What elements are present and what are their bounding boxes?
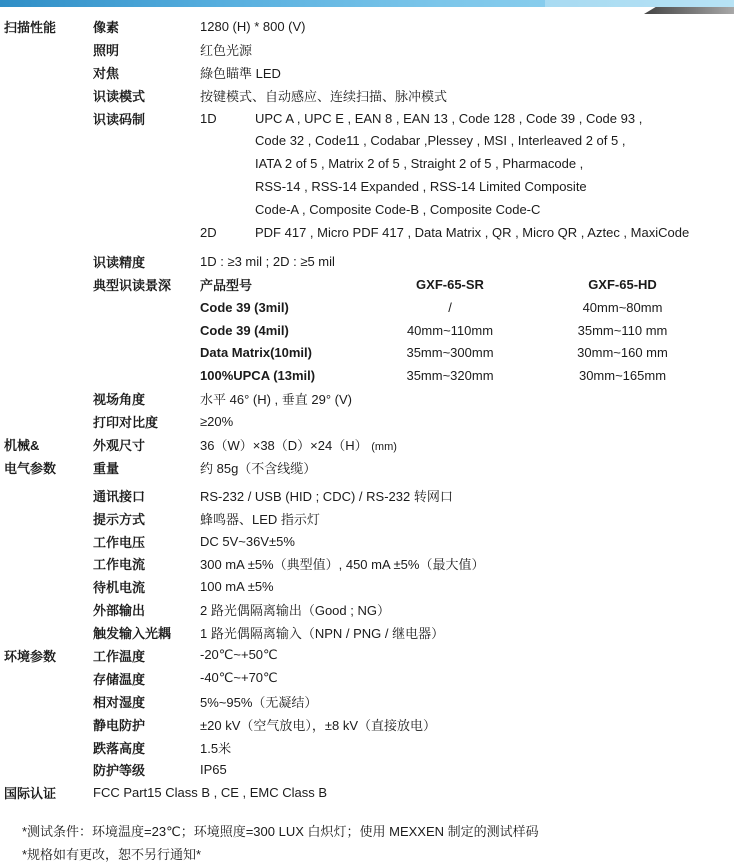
row-label: 静电防护 <box>93 717 146 733</box>
table-row <box>4 759 734 782</box>
row-value: -20℃~+50℃ <box>200 647 278 663</box>
row-value: 水平 46° (H) , 垂直 29° (V) <box>200 392 352 408</box>
dof-cell: GXF-65-SR <box>416 276 484 292</box>
row-value: Code 32 , Code11 , Codabar ,Plessey , MSI , Interleaved 2 of 5 , <box>255 133 626 149</box>
row-value: ±20 kV（空气放电），±8 kV（直接放电） <box>200 717 437 733</box>
dof-cell: 35mm~110 mm <box>577 322 668 338</box>
row-value: 2 路光偶隔离输出（Good ; NG） <box>200 603 390 619</box>
table-row <box>4 690 734 713</box>
table-row <box>4 198 734 221</box>
footnotes <box>0 804 734 866</box>
row-value: 1 路光偶隔离输入（NPN / PNG / 继电器） <box>200 626 445 642</box>
section-label: 扫描性能 <box>4 19 57 35</box>
row-value: DC 5V~36V±5% <box>200 533 295 549</box>
row-value: 300 mA ±5%（典型值）, 450 mA ±5%（最大值） <box>200 557 485 573</box>
row-value: IATA 2 of 5 , Matrix 2 of 5 , Straight 2 of 5 , Pharmacode , <box>255 156 584 172</box>
dof-cell: 30mm~160 mm <box>577 345 668 361</box>
table-row <box>4 410 734 433</box>
row-label: 识读精度 <box>93 254 146 270</box>
table-row <box>4 667 734 690</box>
dof-cell: 35mm~320mm <box>406 368 494 384</box>
dof-cell: / <box>448 299 452 315</box>
row-label: 工作电流 <box>93 557 146 573</box>
table-row <box>4 507 734 530</box>
row-label: 通讯接口 <box>93 488 146 504</box>
code-list: UPC A , UPC E , EAN 8 , EAN 13 , Code 128 , Code 39 , Code 93 , <box>255 110 643 126</box>
dof-cell: Code 39 (3mil) <box>200 299 289 315</box>
section-label: 机械& <box>4 437 40 453</box>
row-label: 外观尺寸 <box>93 437 146 453</box>
row-label: 存储温度 <box>93 671 146 687</box>
row-label: 相对湿度 <box>93 694 146 710</box>
dimension-unit: (mm) <box>371 440 397 453</box>
row-label: 识读码制 <box>93 111 146 127</box>
table-row <box>4 484 734 507</box>
row-value: Code-A , Composite Code-B , Composite Code-C <box>255 202 541 218</box>
code-type-tag: 1D <box>200 110 217 126</box>
row-value <box>200 111 734 126</box>
row-label: 对焦 <box>93 65 120 81</box>
row-value: 蜂鸣器、LED 指示灯 <box>200 511 320 527</box>
footnote-test-conditions: *测试条件：环境温度=23℃；环境照度=300 LUX 白炽灯；使用 MEXXEN 制定的测试样码 <box>22 824 539 840</box>
table-row <box>4 61 734 84</box>
table-row <box>4 433 734 456</box>
row-value <box>200 435 734 454</box>
dof-cell: 40mm~110mm <box>406 322 494 338</box>
footnote-disclaimer: *规格如有更改，恕不另行通知* <box>22 847 202 863</box>
row-value <box>200 225 734 240</box>
row-label: 视场角度 <box>93 392 146 408</box>
dof-cell: 40mm~80mm <box>582 299 663 315</box>
row-value: IP65 <box>200 762 227 778</box>
header-accent-bar-highlight <box>545 0 734 7</box>
row-value: 按键模式、自动感应、连续扫描、脉冲模式 <box>200 88 448 104</box>
table-row <box>4 456 734 479</box>
row-label: 识读模式 <box>93 88 146 104</box>
row-label: 跌落高度 <box>93 740 146 756</box>
table-row <box>4 530 734 553</box>
row-value: 1D : ≥3 mil ; 2D : ≥5 mil <box>200 253 335 269</box>
row-label: 典型识读景深 <box>93 277 172 293</box>
table-row <box>4 387 734 410</box>
row-value: 约 85g（不含线缆） <box>200 460 317 476</box>
row-value: RSS-14 , RSS-14 Expanded , RSS-14 Limited Composite <box>255 179 587 195</box>
row-label: 照明 <box>93 42 120 58</box>
dimension-value: 36（W）×38（D）×24（H） <box>200 437 368 453</box>
table-row <box>4 129 734 152</box>
dof-cell: 100%UPCA (13mil) <box>200 368 316 384</box>
row-value: 100 mA ±5% <box>200 579 274 595</box>
row-label: 重量 <box>93 460 120 476</box>
dof-data-row <box>200 368 734 383</box>
code-list: PDF 417 , Micro PDF 417 , Data Matrix , QR , Micro QR , Aztec , MaxiCode <box>255 224 690 240</box>
row-value: RS-232 / USB (HID ; CDC) / RS-232 转网口 <box>200 488 453 504</box>
dof-cell: GXF-65-HD <box>588 276 657 292</box>
table-row <box>4 152 734 175</box>
table-row <box>4 644 734 667</box>
table-row <box>4 364 734 387</box>
row-value: ≥20% <box>200 414 234 430</box>
dof-data-row <box>200 345 734 360</box>
dof-cell: 35mm~300mm <box>406 345 494 361</box>
row-value: 5%~95%（无凝结） <box>200 694 318 710</box>
table-row <box>4 221 734 244</box>
table-row <box>4 15 734 38</box>
table-row <box>4 250 734 273</box>
table-row <box>4 296 734 319</box>
table-row <box>4 713 734 736</box>
row-value: FCC Part15 Class B , CE , EMC Class B <box>93 785 328 801</box>
table-row <box>4 781 734 804</box>
row-label: 工作温度 <box>93 648 146 664</box>
row-label: 工作电压 <box>93 534 146 550</box>
row-value: 1280 (H) * 800 (V) <box>200 18 306 34</box>
row-label: 提示方式 <box>93 511 146 527</box>
dof-data-row <box>200 300 734 315</box>
table-row <box>4 552 734 575</box>
section-label: 环境参数 <box>4 648 57 664</box>
table-row <box>4 175 734 198</box>
row-label: 打印对比度 <box>93 415 159 431</box>
table-row <box>4 319 734 342</box>
section-label: 电气参数 <box>4 460 57 476</box>
dof-header-row <box>200 275 734 294</box>
dof-data-row <box>200 323 734 338</box>
table-row <box>4 107 734 130</box>
section-label: 国际认证 <box>4 786 57 802</box>
dof-cell: Code 39 (4mil) <box>200 322 289 338</box>
row-label: 防护等级 <box>93 763 146 779</box>
row-value: 綠色瞄準 LED <box>200 65 281 81</box>
code-type-tag: 2D <box>200 224 217 240</box>
table-row <box>4 736 734 759</box>
row-label: 像素 <box>93 19 120 35</box>
table-row <box>4 575 734 598</box>
row-value: -40℃~+70℃ <box>200 670 278 686</box>
table-row <box>4 598 734 621</box>
dof-cell: 30mm~165mm <box>578 368 667 384</box>
row-value: 1.5米 <box>200 740 232 756</box>
dof-cell: Data Matrix(10mil) <box>200 345 312 361</box>
row-label: 触发输入光耦 <box>93 626 172 642</box>
table-row <box>4 84 734 107</box>
table-row <box>4 38 734 61</box>
dof-cell: 产品型号 <box>200 277 253 293</box>
table-row <box>4 621 734 644</box>
table-row <box>4 341 734 364</box>
row-label: 外部输出 <box>93 603 146 619</box>
row-value: 红色光源 <box>200 42 253 58</box>
table-row <box>4 273 734 296</box>
row-label: 待机电流 <box>93 580 146 596</box>
